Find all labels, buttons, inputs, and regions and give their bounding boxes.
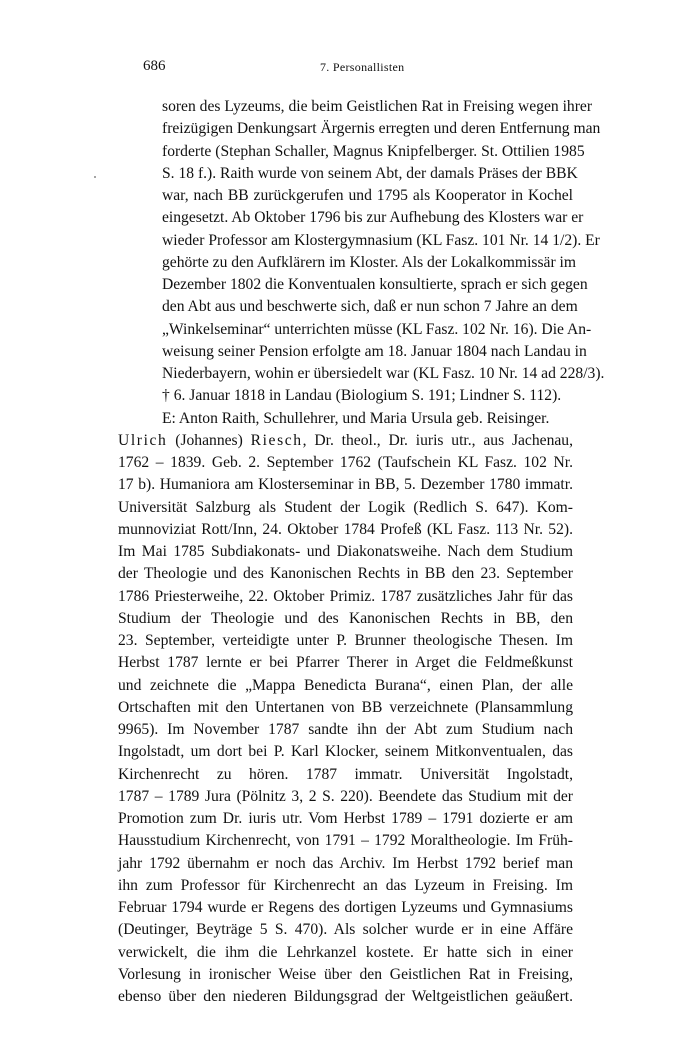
entry-first-line-rest: , Dr. theol., Dr. iuris utr., aus Jachenau, bbox=[302, 431, 573, 449]
text-line: 1787 – 1789 Jura (Pölnitz 3, 2 S. 220). Beendete das Studium mit der bbox=[118, 787, 573, 805]
text-line: war, nach BB zurückgerufen und 1795 als Kooperator in Kochel bbox=[162, 187, 573, 204]
text-line: Promotion zum Dr. iuris utr. Vom Herbst 1789 – 1791 dozierte er am bbox=[118, 810, 573, 827]
text-line: Niederbayern, wohin er übersiedelt war (KL Fasz. 10 Nr. 14 ad 228/3). bbox=[162, 365, 605, 382]
text-line: ihn zum Professor für Kirchenrecht an das Lyzeum in Freising. Im bbox=[118, 876, 573, 894]
text-line: Kirchenrecht zu hören. 1787 immatr. Universität Ingolstadt, bbox=[118, 765, 573, 783]
text-line: Februar 1794 wurde er Regens des dortigen Lyzeums und Gymnasiums bbox=[118, 899, 573, 916]
text-line: Vorlesung in ironischer Weise über den Geistlichen Rat in Freising, bbox=[118, 965, 573, 983]
text-line: Studium der Theologie und des Kanonischen Rechts in BB, den bbox=[118, 609, 573, 627]
surname: Riesch bbox=[250, 431, 303, 449]
text-line: Herbst 1787 lernte er bei Pfarrer Therer in Arget die Feldmeßkunst bbox=[118, 654, 573, 672]
text-line: jahr 1792 übernahm er noch das Archiv. Im Herbst 1792 berief man bbox=[118, 854, 573, 872]
text-line: Universität Salzburg als Student der Logik (Redlich S. 647). Kom- bbox=[118, 498, 573, 516]
text-line: Dezember 1802 die Konventualen konsultierte, sprach er sich gegen bbox=[162, 276, 588, 293]
text-line: ebenso über den niederen Bildungsgrad der Weltgeistlichen geäußert. bbox=[118, 988, 573, 1005]
text-line: weisung seiner Pension erfolgte am 18. Januar 1804 nach Landau in bbox=[162, 342, 587, 360]
entry-first-line bbox=[118, 430, 573, 452]
text-line: munnoviziat Rott/Inn, 24. Oktober 1784 Profeß (KL Fasz. 113 Nr. 52). bbox=[118, 520, 573, 538]
text-line: Ingolstadt, um dort bei P. Karl Klocker, seinem Mitkonventualen, das bbox=[118, 743, 573, 761]
text-line: den Abt aus und beschwerte sich, daß er nun schon 7 Jahre an dem bbox=[162, 298, 578, 316]
text-line: „Winkelseminar“ unterrichten müsse (KL Fasz. 102 Nr. 16). Die An- bbox=[162, 320, 592, 338]
text-line: 9965). Im November 1787 sandte ihn der Abt zum Studium nach bbox=[118, 721, 573, 738]
text-line: wieder Professor am Klostergymnasium (KL Fasz. 101 Nr. 14 1/2). Er bbox=[162, 231, 600, 249]
text-line: 1762 – 1839. Geb. 2. September 1762 (Taufschein KL Fasz. 102 Nr. bbox=[118, 454, 573, 471]
text-line: Im Mai 1785 Subdiakonats- und Diakonatsweihe. Nach dem Studium bbox=[118, 543, 573, 560]
text-line: forderte (Stephan Schaller, Magnus Knipfelberger. St. Ottilien 1985 bbox=[162, 142, 585, 160]
text-line: S. 18 f.). Raith wurde von seinem Abt, der damals Präses der BBK bbox=[162, 164, 578, 182]
text-line: soren des Lyzeums, die beim Geistlichen Rat in Freising wegen ihrer bbox=[162, 98, 593, 115]
text-line: und zeichnete die „Mappa Benedicta Burana“, einen Plan, der alle bbox=[118, 676, 573, 694]
text-line: 17 b). Humaniora am Klosterseminar in BB, 5. Dezember 1780 immatr. bbox=[118, 476, 573, 494]
body-text bbox=[118, 96, 605, 1008]
text-line: 1786 Priesterweihe, 22. Oktober Primiz. 1787 zusätzliches Jahr für das bbox=[118, 587, 573, 605]
continuation-paragraph bbox=[118, 96, 605, 430]
text-line: freizügigen Denkungsart Ärgernis erregten und deren Entfernung man bbox=[162, 120, 601, 138]
baptismal-name: (Johannes) bbox=[175, 431, 243, 449]
text-line: Hausstudium Kirchenrecht, von 1791 – 1792 Moraltheologie. Im Früh- bbox=[118, 832, 573, 850]
text-line: E: Anton Raith, Schullehrer, und Maria Ursula geb. Reisinger. bbox=[162, 409, 550, 427]
text-line: eingesetzt. Ab Oktober 1796 bis zur Aufhebung des Klosters war er bbox=[162, 209, 584, 227]
margin-mark bbox=[94, 176, 96, 178]
page-number: 686 bbox=[143, 58, 166, 74]
running-head: 7. Personallisten bbox=[320, 60, 405, 74]
text-line: der Theologie und des Kanonischen Rechts in BB den 23. September bbox=[118, 565, 573, 583]
text-line: 23. September, verteidigte unter P. Brunner theologische Thesen. Im bbox=[118, 632, 573, 649]
text-line: Ortschaften mit den Untertanen von BB verzeichnete (Plansammlung bbox=[118, 698, 573, 716]
text-line: † 6. Januar 1818 in Landau (Biologium S. 191; Lindner S. 112). bbox=[162, 387, 562, 405]
text-line: (Deutinger, Beyträge 5 S. 470). Als solcher wurde er in eine Affäre bbox=[118, 921, 573, 939]
biography-entry bbox=[118, 430, 573, 1009]
given-name: Ulrich bbox=[118, 431, 168, 449]
text-line: gehörte zu den Aufklärern im Kloster. Als der Lokalkommissär im bbox=[162, 253, 577, 271]
text-line: verwickelt, die ihm die Lehrkanzel kostete. Er hatte sich in einer bbox=[118, 943, 573, 961]
